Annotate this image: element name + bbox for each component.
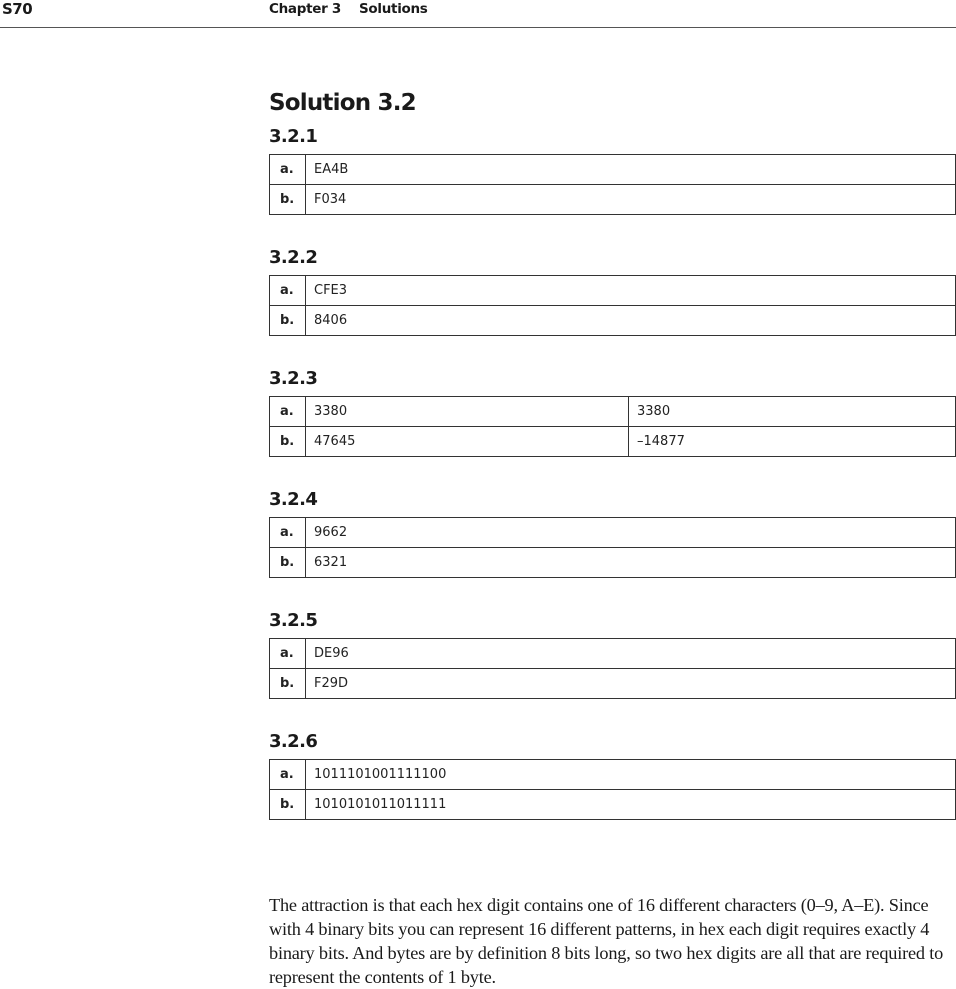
row-label: a.	[270, 639, 306, 669]
section-heading: 3.2.4	[269, 489, 318, 510]
answer-value: EA4B	[306, 155, 956, 185]
table-row	[270, 548, 956, 578]
row-label: b.	[270, 306, 306, 336]
table-row	[270, 397, 956, 427]
answer-value: 1011101001111100	[306, 760, 956, 790]
answer-value: DE96	[306, 639, 956, 669]
explanation-paragraph: The attraction is that each hex digit contains one of 16 different characters (0–9, A–E). Since with 4 binary bits you can represent 16 different patterns, in hex each digit requires exactly 4 binary bits. And bytes are by definition 8 bits long, so two hex digits are all that are required to represent the contents of 1 byte.	[269, 895, 944, 987]
chapter-title: Solutions	[359, 1, 428, 17]
answer-table	[269, 154, 956, 215]
answer-table	[269, 638, 956, 699]
chapter-label: Chapter 3	[269, 1, 341, 17]
table-row	[270, 276, 956, 306]
table-row	[270, 518, 956, 548]
answer-table	[269, 275, 956, 336]
answer-value: 9662	[306, 518, 956, 548]
answer-value: F29D	[306, 669, 956, 699]
row-label: a.	[270, 760, 306, 790]
table-row	[270, 669, 956, 699]
table-row	[270, 790, 956, 820]
row-label: b.	[270, 185, 306, 215]
solution-title: Solution 3.2	[269, 90, 416, 116]
table-row	[270, 155, 956, 185]
answer-value: –14877	[629, 427, 956, 457]
row-label: a.	[270, 518, 306, 548]
table-row	[270, 427, 956, 457]
row-label: b.	[270, 427, 306, 457]
table-row	[270, 185, 956, 215]
answer-table	[269, 517, 956, 578]
solution-content	[269, 88, 956, 850]
answer-table	[269, 396, 956, 457]
row-label: b.	[270, 548, 306, 578]
answer-table	[269, 759, 956, 820]
table-row	[270, 639, 956, 669]
row-label: b.	[270, 790, 306, 820]
page-number: S70	[2, 0, 33, 18]
section-heading: 3.2.1	[269, 126, 318, 147]
answer-value: 3380	[629, 397, 956, 427]
table-row	[270, 306, 956, 336]
answer-value: 47645	[306, 427, 629, 457]
section-heading: 3.2.2	[269, 247, 318, 268]
answer-value: 1010101011011111	[306, 790, 956, 820]
section-heading: 3.2.6	[269, 731, 318, 752]
table-row	[270, 760, 956, 790]
section-heading: 3.2.5	[269, 610, 318, 631]
answer-value: 3380	[306, 397, 629, 427]
answer-value: 8406	[306, 306, 956, 336]
row-label: b.	[270, 669, 306, 699]
answer-value: 6321	[306, 548, 956, 578]
section-heading: 3.2.3	[269, 368, 318, 389]
running-header	[0, 0, 956, 28]
row-label: a.	[270, 155, 306, 185]
row-label: a.	[270, 397, 306, 427]
row-label: a.	[270, 276, 306, 306]
answer-value: F034	[306, 185, 956, 215]
answer-value: CFE3	[306, 276, 956, 306]
